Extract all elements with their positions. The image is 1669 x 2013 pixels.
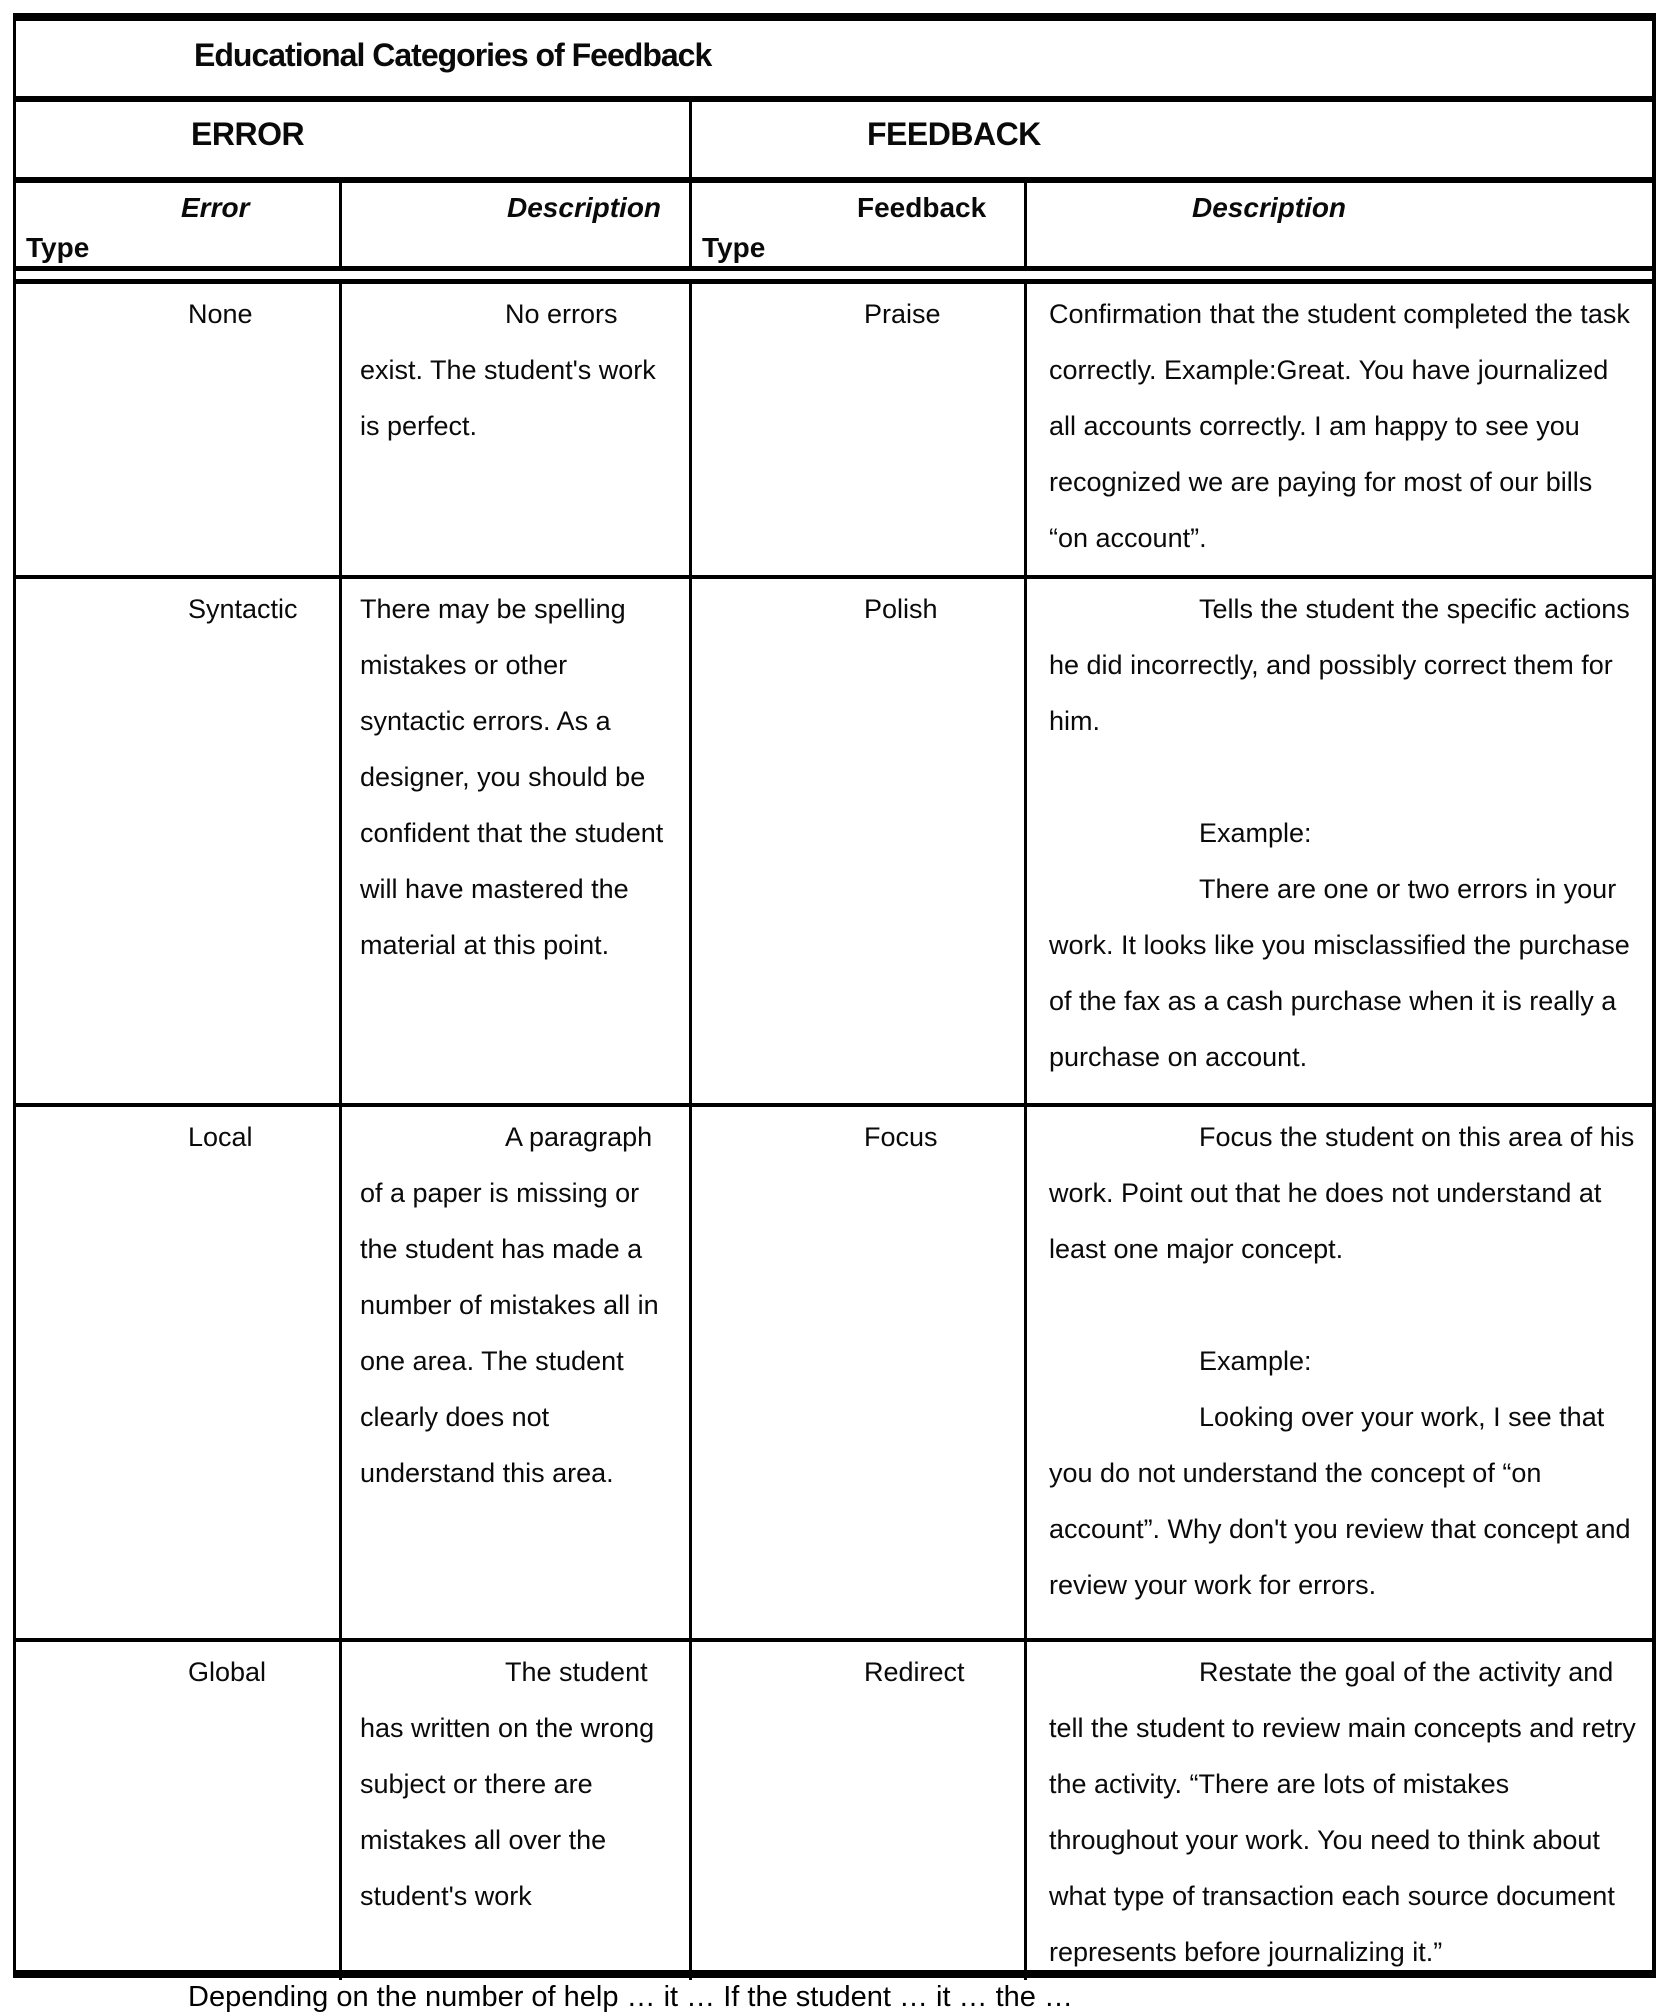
cropped-text-line: Depending on the number of help … it … If the student … it … the …: [188, 1981, 1073, 2013]
example-label: Example:: [1199, 818, 1312, 848]
error-description-cell: [342, 284, 692, 575]
blank-line: [1049, 1277, 1638, 1333]
table-row-none-praise: [16, 284, 1652, 575]
column-header-error-description: [342, 183, 692, 268]
group-header-row: [16, 102, 1652, 183]
error-description-text: A paragraph of a paper is missing or the student has made a number of mistakes all in one area. The student clearly does not understand this area.: [360, 1122, 659, 1488]
feedback-description-cell: [1027, 579, 1652, 1103]
column-header-row: [16, 183, 1652, 266]
feedback-type-value: Redirect: [864, 1657, 965, 1687]
feedback-type-cell: [692, 579, 1027, 1103]
error-description-word: Description: [507, 192, 662, 223]
error-type-cell: [16, 579, 342, 1103]
error-description-cell: [342, 579, 692, 1103]
error-type-value: Global: [188, 1657, 267, 1687]
group-header-feedback: FEEDBACK: [867, 116, 1041, 152]
feedback-description-cell: [1027, 1107, 1652, 1638]
group-header-error: ERROR: [16, 102, 692, 177]
feedback-description-text: Focus the student on this area of his work. Point out that he does not understand at least one major concept.: [1049, 1122, 1635, 1264]
feedback-description-text: Restate the goal of the activity and tell the student to review main concepts and retry the activity. “There are lots of mistakes throughout your work. You need to think about what type of transaction each source document represents before journalizing it.”: [1049, 1657, 1636, 1967]
feedback-description-word: Description: [1192, 192, 1347, 223]
error-header-word: Error: [181, 192, 250, 223]
feedback-type-value: Polish: [864, 594, 938, 624]
example-text: Looking over your work, I see that you do not understand the concept of “on account”. Why don't you review that concept and review your work for errors.: [1049, 1402, 1631, 1600]
feedback-description-text: Tells the student the specific actions he did incorrectly, and possibly correct them for him.: [1049, 594, 1630, 736]
feedback-description-cell: [1027, 284, 1652, 575]
blank-line: [1049, 749, 1638, 805]
error-type-word: Type: [26, 232, 90, 263]
feedback-type-cell: [692, 1107, 1027, 1638]
column-header-error-type: [16, 183, 342, 268]
table-row-global-redirect: [16, 1638, 1652, 1970]
error-description-text: No errors exist. The student's work is perfect.: [360, 299, 656, 441]
column-header-feedback-description: [1027, 183, 1652, 268]
header-double-rule: [16, 266, 1652, 284]
feedback-description-text: Confirmation that the student completed the task correctly. Example:Great. You have journalized all accounts correctly. I am happy to see you recognized we are paying for most of our bills “on account”.: [1049, 299, 1630, 553]
feedback-type-value: Praise: [864, 299, 941, 329]
table-title: Educational Categories of Feedback: [194, 37, 712, 73]
error-type-value: Syntactic: [188, 594, 298, 624]
table-title-row: [16, 21, 1652, 102]
feedback-description-cell: [1027, 1642, 1652, 1980]
example-label: Example:: [1199, 1346, 1312, 1376]
error-type-value: Local: [188, 1122, 253, 1152]
table-row-syntactic-polish: [16, 575, 1652, 1103]
error-type-cell: [16, 1642, 342, 1980]
feedback-type-value: Focus: [864, 1122, 938, 1152]
table-row-local-focus: [16, 1103, 1652, 1638]
error-type-value: None: [188, 299, 253, 329]
feedback-type-word: Type: [702, 232, 766, 263]
example-text: There are one or two errors in your work. It looks like you misclassified the purchase of the fax as a cash purchase when it is really a purchase on account.: [1049, 874, 1630, 1072]
feedback-header-word: Feedback: [857, 192, 987, 223]
error-type-cell: [16, 284, 342, 575]
feedback-table: [13, 13, 1656, 1978]
error-type-cell: [16, 1107, 342, 1638]
error-description-cell: [342, 1642, 692, 1980]
error-description-cell: [342, 1107, 692, 1638]
error-description-text: The student has written on the wrong subject or there are mistakes all over the student's work: [360, 1657, 655, 1911]
feedback-type-cell: [692, 284, 1027, 575]
feedback-type-cell: [692, 1642, 1027, 1980]
error-description-text: There may be spelling mistakes or other syntactic errors. As a designer, you should be confident that the student will have mastered the material at this point.: [360, 594, 664, 960]
column-header-feedback-type: [692, 183, 1027, 268]
